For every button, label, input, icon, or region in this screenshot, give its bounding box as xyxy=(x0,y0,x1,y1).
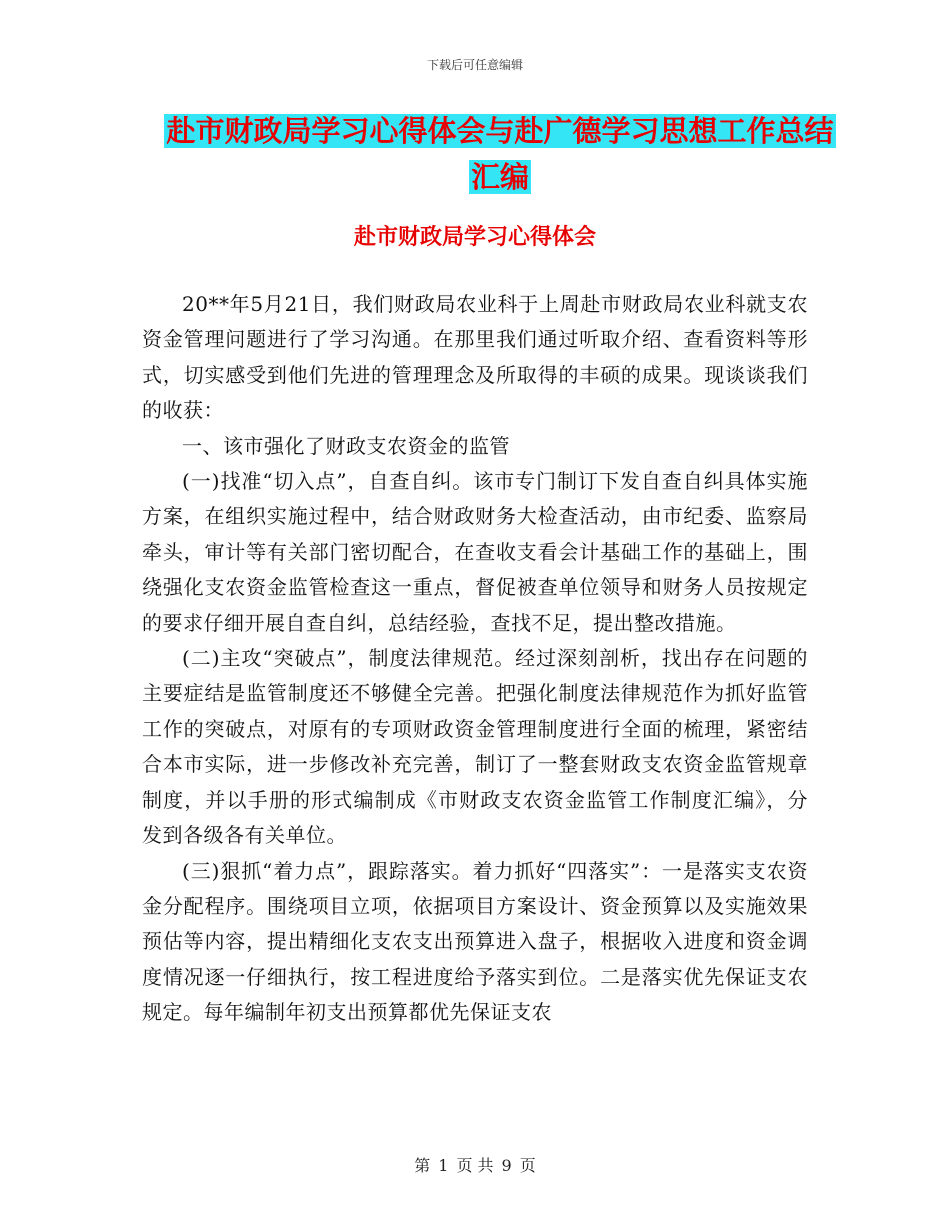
page-footer xyxy=(0,1153,950,1176)
section-heading: 赴市财政局学习心得体会 xyxy=(353,225,596,250)
footer-page-current: 1 xyxy=(438,1156,449,1175)
title-line-2: 汇编 xyxy=(470,160,529,194)
paragraph-intro: 20**年5月21日，我们财政局农业科于上周赴市财政局农业科就支农资金管理问题进行了学习沟通。在那里我们通过听取介绍、查看资料等形式，切实感受到他们先进的管理理念及所取得的丰硕的成果。现谈谈我们的收获： xyxy=(142,292,808,423)
footer-middle: 页 共 xyxy=(456,1156,494,1175)
paragraph-heading-1: 一、该市强化了财政支农资金的监管 xyxy=(182,433,510,458)
paragraph-point-1: (一)找准“切入点”，自查自纠。该市专门制订下发自查自纠具体实施方案，在组织实施过程中，结合财政财务大检查活动，由市纪委、监察局牵头，审计等有关部门密切配合，在查收支看会计基础工作的基础上，围绕强化支农资金监管检查这一重点，督促被查单位领导和财务人员按规定的要求仔细开展自查自纠，总结经验，查找不足，提出整改措施。 xyxy=(142,469,808,635)
footer-page-total: 9 xyxy=(501,1156,512,1175)
header-note: 下载后可任意编辑 xyxy=(426,58,523,72)
paragraph-point-3: (三)狠抓“着力点”，跟踪落实。着力抓好“四落实”：一是落实支农资金分配程序。围绕项目立项，依据项目方案设计、资金预算以及实施效果预估等内容，提出精细化支农支出预算进入盘子，根据收入进度和资金调度情况逐一仔细执行，按工程进度给予落实到位。二是落实优先保证支农规定。每年编制年初支出预算都优先保证支农 xyxy=(142,858,808,1025)
paragraph-point-2: (二)主攻“突破点”，制度法律规范。经过深刻剖析，找出存在问题的主要症结是监管制度还不够健全完善。把强化制度法律规范作为抓好监管工作的突破点，对原有的专项财政资金管理制度进行全面的梳理，紧密结合本市实际，进一步修改补充完善，制订了一整套财政支农资金监管规章制度，并以手册的形式编制成《市财政支农资金监管工作制度汇编》，分发到各级各有关单位。 xyxy=(142,646,808,848)
document-body xyxy=(142,287,808,1031)
document-title xyxy=(120,108,880,200)
footer-suffix: 页 xyxy=(519,1156,536,1175)
title-line-1: 赴市财政局学习心得体会与赴广德学习思想工作总结 xyxy=(166,114,834,148)
footer-prefix: 第 xyxy=(414,1156,431,1175)
